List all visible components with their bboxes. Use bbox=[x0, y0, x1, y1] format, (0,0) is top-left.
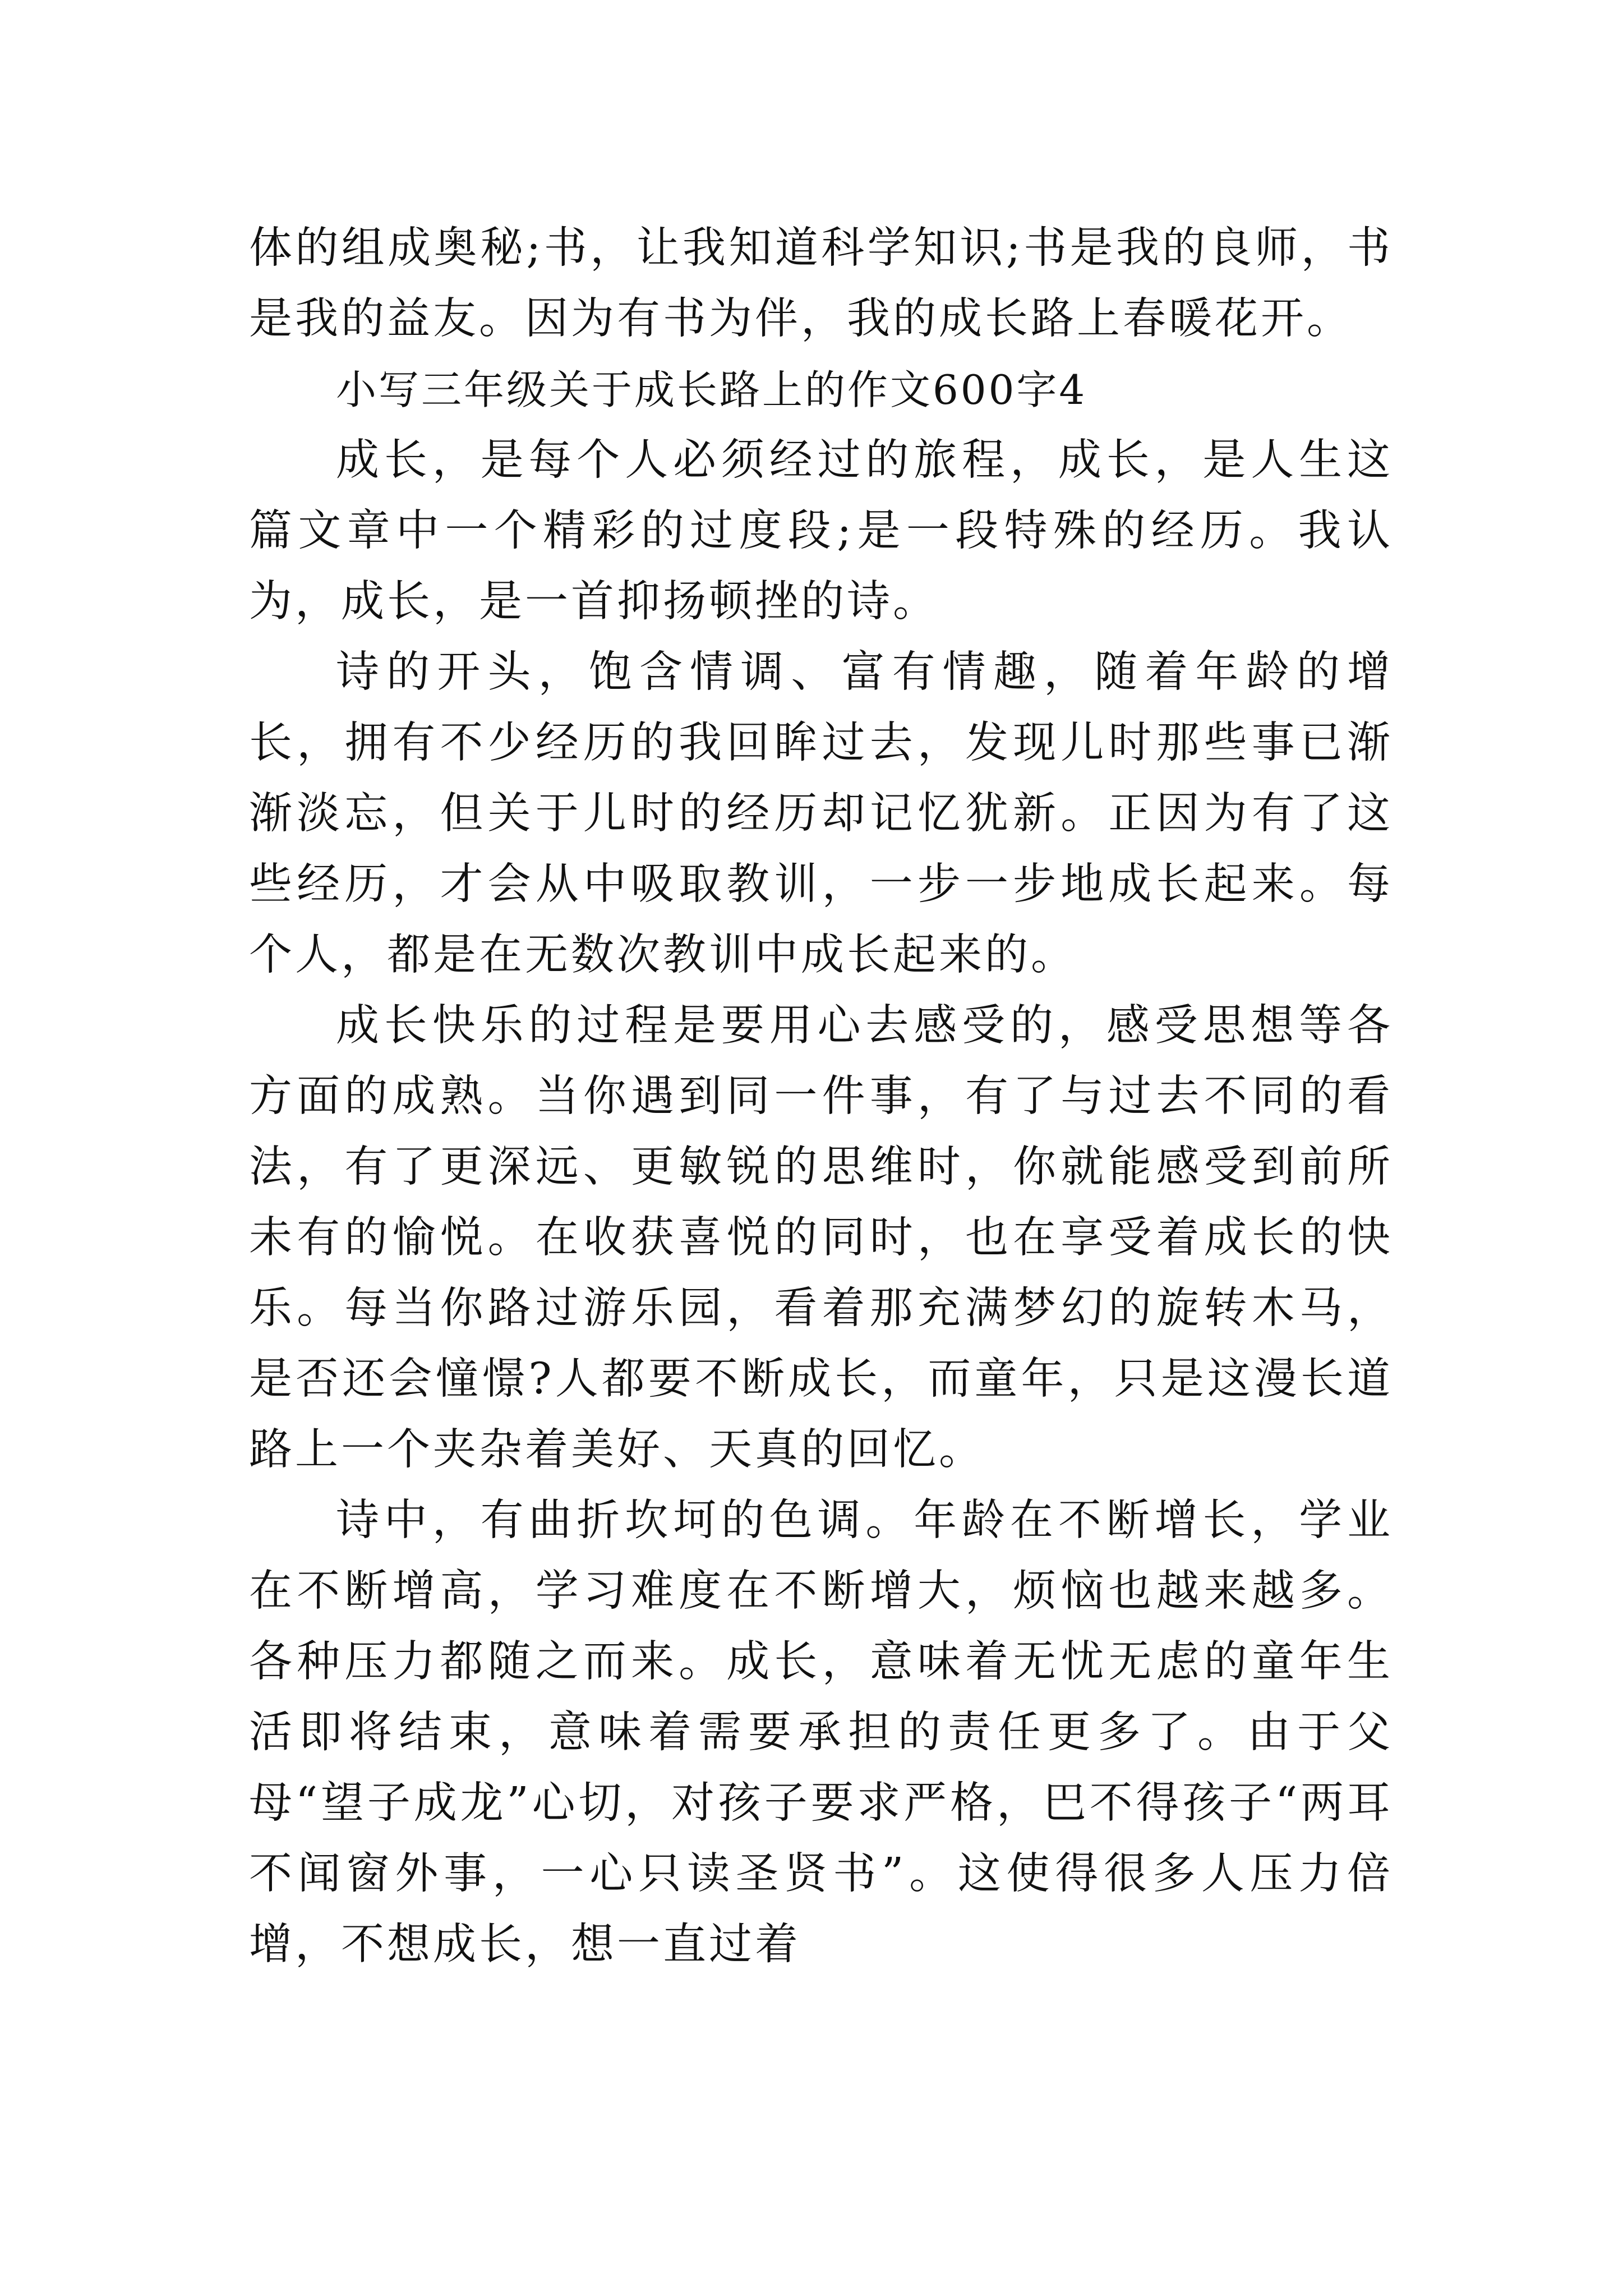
essay-body bbox=[249, 213, 1393, 1980]
essay-title: 小写三年级关于成长路上的作文600字4 bbox=[336, 366, 1087, 413]
paragraph-poem-opening: 诗的开头，饱含情调、富有情趣，随着年龄的增长，拥有不少经历的我回眸过去，发现儿时那些事已渐渐淡忘，但关于儿时的经历却记忆犹新。正因为有了这些经历，才会从中吸取教训，一步一步地成长起来。每个人，都是在无数次教训中成长起来的。 bbox=[249, 647, 1393, 980]
paragraph-intro: 成长，是每个人必须经过的旅程，成长，是人生这篇文章中一个精彩的过度段;是一段特殊的经历。我认为，成长，是一首抑扬顿挫的诗。 bbox=[249, 435, 1393, 627]
paragraph-growth-joy: 成长快乐的过程是要用心去感受的，感受思想等各方面的成熟。当你遇到同一件事，有了与过去不同的看法，有了更深远、更敏锐的思维时，你就能感受到前所未有的愉悦。在收获喜悦的同时，也在享受着成长的快乐。每当你路过游乐园，看着那充满梦幻的旋转木马，是否还会憧憬?人都要不断成长，而童年，只是这漫长道路上一个夹杂着美好、天真的回忆。 bbox=[249, 1001, 1393, 1475]
paragraph-poem-hardship: 诗中，有曲折坎坷的色调。年龄在不断增长，学业在不断增高，学习难度在不断增大，烦恼也越来越多。各种压力都随之而来。成长，意味着无忧无虑的童年生活即将结束，意味着需要承担的责任更多了。由于父母“望子成龙”心切，对孩子要求严格，巴不得孩子“两耳不闻窗外事，一心只读圣贤书”。这使得很多人压力倍增，不想成长，想一直过着 bbox=[249, 1496, 1393, 1970]
paragraph-continuation: 体的组成奥秘;书，让我知道科学知识;书是我的良师，书是我的益友。因为有书为伴，我的成长路上春暖花开。 bbox=[249, 223, 1393, 344]
